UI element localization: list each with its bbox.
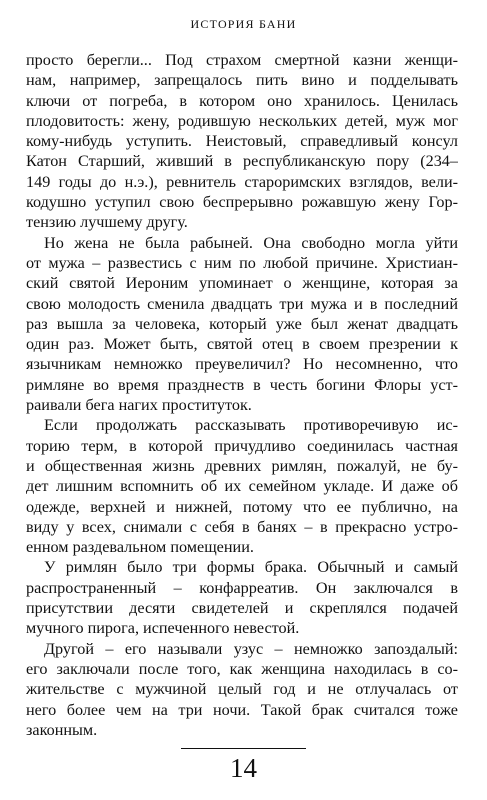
text-line: виду у всех, снимали с себя в банях – в прекрасно устро- [26, 517, 458, 536]
text-line: один раз. Может быть, святой отец в своем презрении к [26, 335, 458, 354]
text-line: распространенный – конфарреатив. Он заключался в [26, 578, 458, 597]
running-head: ИСТОРИЯ БАНИ [190, 17, 297, 31]
paragraph [26, 415, 458, 557]
text-line: его заключали после того, как женщина находилась в со- [26, 659, 458, 678]
text-line: римляне во время празднеств в честь богини Флоры уст- [26, 375, 458, 394]
text-line: ключи от погреба, в котором оно хранилось. Ценилась [26, 91, 458, 110]
folio-rule [181, 748, 306, 749]
text-line: енном раздевальном помещении. [26, 538, 254, 557]
text-line: жительстве с мужчиной целый год и не отлучалась от [26, 680, 458, 699]
text-line: присутствии десяти свидетелей и скреплялся подачей [26, 599, 458, 618]
text-line: дет лишним вспомнить об их семейном укладе. И даже об [26, 477, 458, 496]
text-line: Катон Старший, живший в республиканскую пору (234– [26, 152, 458, 171]
text-line: раивали бега нагих проституток. [26, 396, 252, 415]
text-line: мучного пирога, испеченного невестой. [26, 619, 300, 638]
text-line: кому-нибудь уступить. Неистовый, справедливый консул [26, 132, 458, 151]
text-line: законным. [26, 720, 98, 739]
text-line: одежде, верхней и нижней, потому что ее публично, на [26, 497, 458, 516]
text-line: плодовитость: жену, родившую нескольких детей, муж мог [26, 111, 458, 130]
text-line: просто берегли... Под страхом смертной казни женщи- [26, 51, 458, 69]
text-line: ский святой Иероним упоминает о женщине, которая за [26, 274, 458, 293]
text-line: Если продолжать рассказывать противоречивую ис- [44, 416, 458, 435]
text-line: кодушно уступил свою беспрерывно рожавшую жену Гор- [26, 193, 458, 212]
paragraph [26, 50, 458, 233]
text-line: тензию лучшему другу. [26, 213, 188, 232]
text-line: раз вышла за человека, который уже был женат двадцать [26, 314, 458, 333]
text-line: У римлян было три формы брака. Обычный и самый [44, 558, 458, 577]
text-line: нам, например, запрещалось пить вино и подделывать [26, 71, 458, 90]
text-line: от мужа – развестись с ним по любой причине. Христиан- [26, 253, 458, 272]
text-line: него более чем на три ночи. Такой брак считался тоже [26, 700, 458, 719]
paragraph [26, 557, 458, 638]
text-line: Другой – его называли узус – немножко запоздалый: [44, 639, 458, 658]
text-line: торию терм, в которой причудливо соединилась частная [26, 436, 458, 455]
body-text [26, 50, 458, 740]
paragraph [26, 233, 458, 416]
text-line: и общественная жизнь древних римлян, пожалуй, не бу- [26, 456, 458, 475]
paragraph [26, 639, 458, 740]
page-number: 14 [230, 753, 257, 783]
text-line: Но жена не была рабыней. Она свободно могла уйти [44, 233, 458, 252]
text-line: 149 годы до н.э.), ревнитель староримских взглядов, вели- [26, 172, 458, 191]
text-line: язычникам немножко преувеличил? Но несомненно, что [26, 355, 458, 374]
text-line: свою молодость сменила двадцать три мужа и в последний [26, 294, 458, 313]
